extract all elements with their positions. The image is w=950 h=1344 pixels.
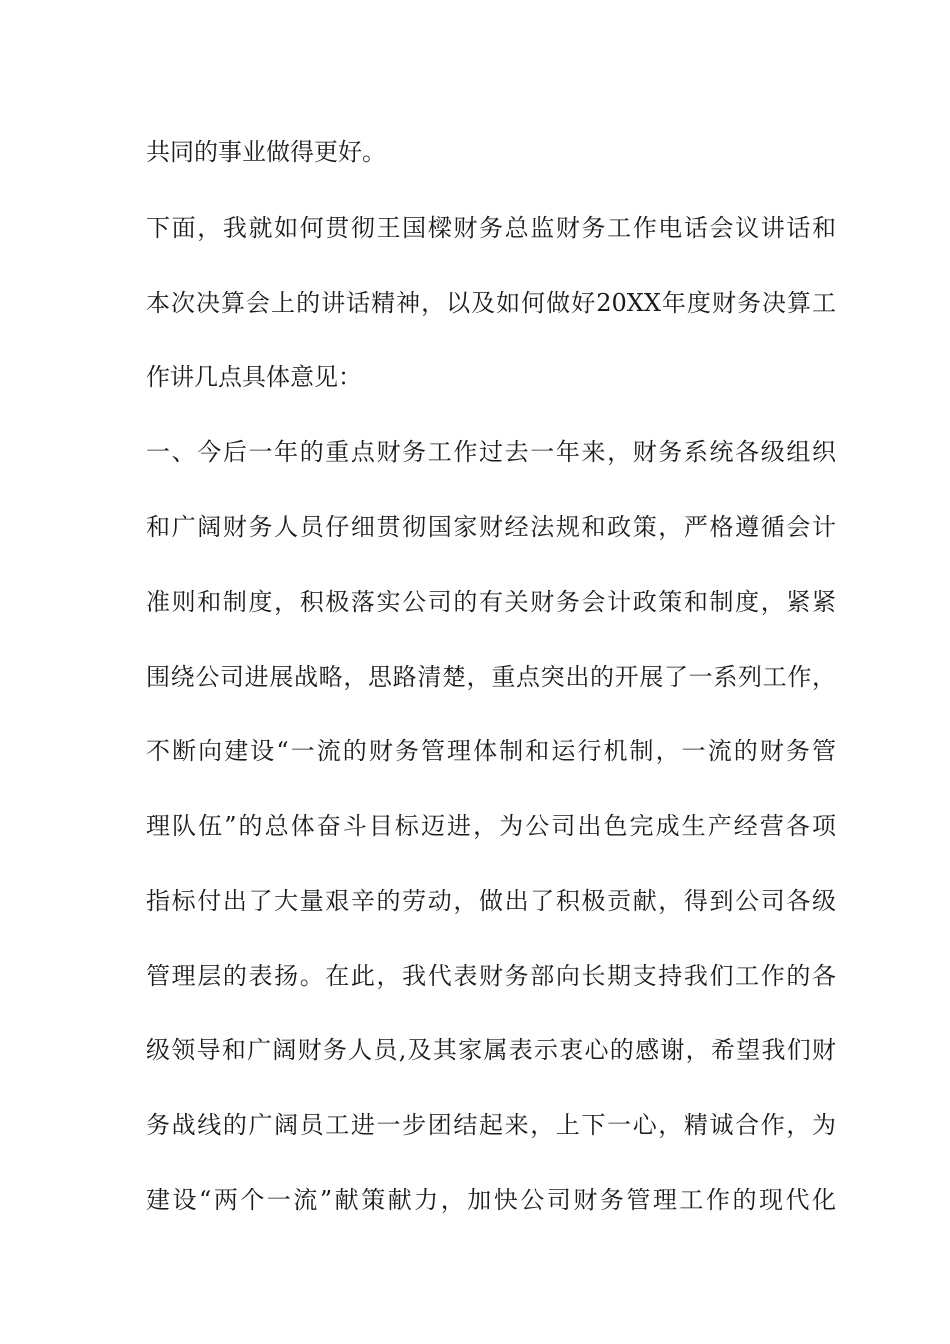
paragraph-line-9: 不断向建设“一流的财务管理体制和运行机制，一流的财务管 [146,737,836,765]
paragraph-line-4: 作讲几点具体意见： [146,363,362,391]
paragraph-line-3: 本次决算会上的讲话精神，以及如何做好20XX年度财务决算工 [146,289,836,317]
paragraph-line-10: 理队伍”的总体奋斗目标迈进，为公司出色完成生产经营各项 [146,812,836,840]
paragraph-line-14: 务战线的广阔员工进一步团结起来，上下一心，精诚合作，为 [146,1111,836,1139]
paragraph-line-15: 建设“两个一流”献策献力，加快公司财务管理工作的现代化 [146,1186,836,1214]
paragraph-line-6: 和广阔财务人员仔细贯彻国家财经法规和政策，严格遵循会计 [146,513,836,541]
paragraph-line-5: 一、今后一年的重点财务工作过去一年来，财务系统各级组织 [146,438,836,466]
paragraph-line-7: 准则和制度，积极落实公司的有关财务会计政策和制度，紧紧 [146,588,836,616]
paragraph-line-12: 管理层的表扬。在此，我代表财务部向长期支持我们工作的各 [146,962,836,990]
paragraph-line-1: 共同的事业做得更好。 [146,138,386,166]
paragraph-line-13: 级领导和广阔财务人员,及其家属表示衷心的感谢，希望我们财 [146,1036,836,1064]
paragraph-line-8: 围绕公司进展战略，思路清楚，重点突出的开展了一系列工作， [146,663,836,691]
paragraph-line-11: 指标付出了大量艰辛的劳动，做出了积极贡献，得到公司各级 [146,887,836,915]
paragraph-line-2: 下面，我就如何贯彻王国樑财务总监财务工作电话会议讲话和 [146,214,836,242]
